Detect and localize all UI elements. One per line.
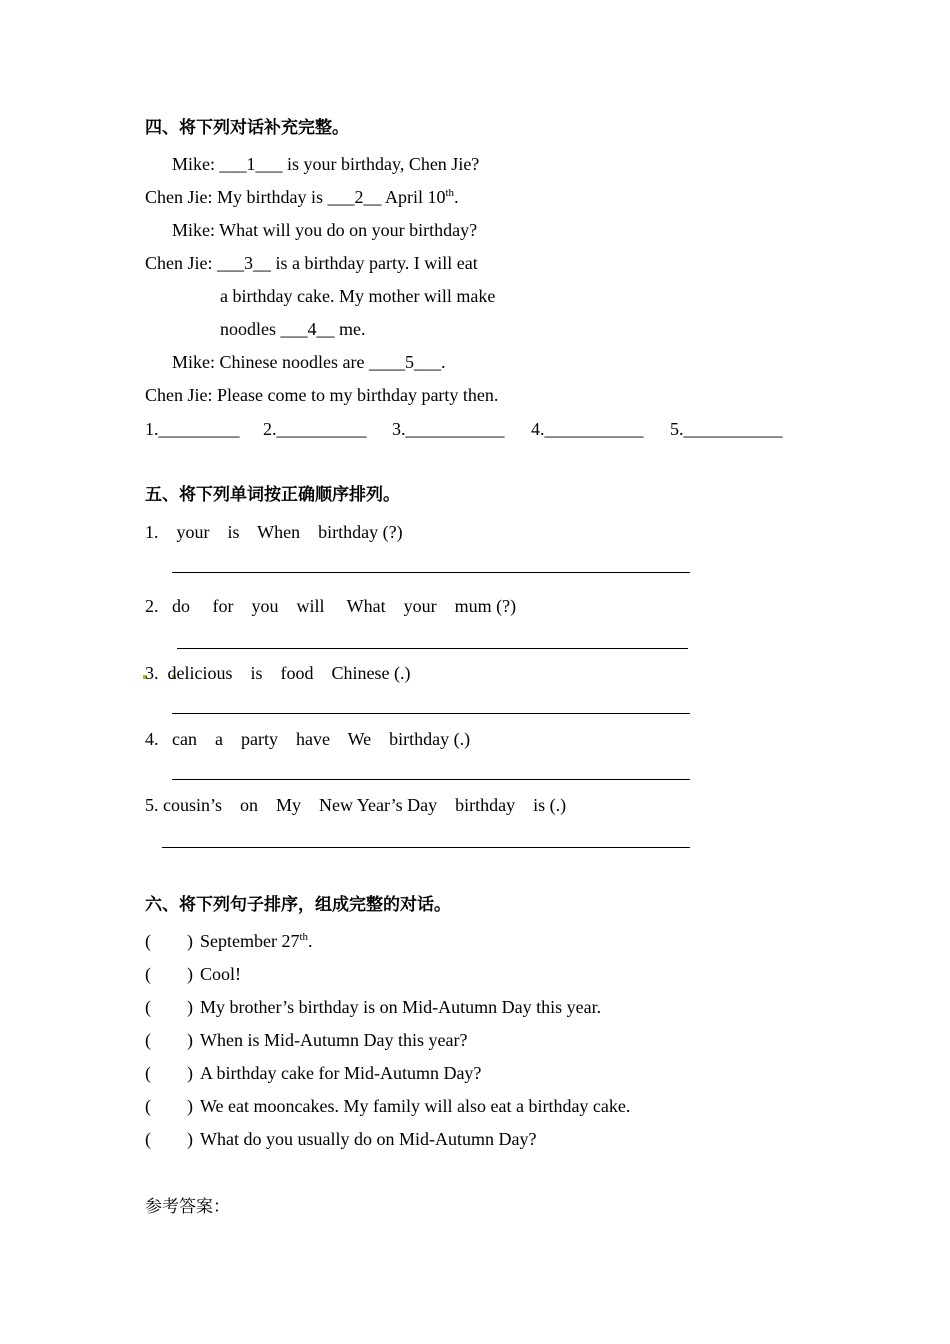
write-line-3[interactable]	[172, 713, 690, 714]
answer-blank-1[interactable]: 1._________	[145, 419, 240, 439]
order-sentence: When is Mid-Autumn Day this year?	[200, 1030, 468, 1050]
order-bracket[interactable]: ( )	[145, 997, 193, 1017]
dialogue-line: Mike: Chinese noodles are ____5___.	[172, 352, 446, 372]
answer-blank-5[interactable]: 5.___________	[670, 419, 783, 439]
order-sentence: What do you usually do on Mid-Autumn Day?	[200, 1129, 537, 1149]
scramble-item-1: 1. your is When birthday (?)	[145, 522, 403, 542]
write-line-1[interactable]	[172, 572, 690, 573]
dialogue-line: Mike: What will you do on your birthday?	[172, 220, 478, 240]
dialogue-line: Chen Jie: Please come to my birthday party then.	[145, 385, 499, 405]
order-sentence: A birthday cake for Mid-Autumn Day?	[200, 1063, 482, 1083]
dialogue-line: a birthday cake. My mother will make	[220, 286, 496, 306]
write-line-5[interactable]	[162, 847, 690, 848]
order-sentence: We eat mooncakes. My family will also eat a birthday cake.	[200, 1096, 631, 1116]
answer-blank-4[interactable]: 4.___________	[531, 419, 644, 439]
answers-heading: 参考答案：	[145, 1197, 230, 1217]
scramble-item-2: 2. do for you will What your mum (?)	[145, 596, 517, 616]
scramble-item-5: 5. cousin’s on My New Year’s Day birthday is (.)	[145, 795, 567, 815]
scramble-item-3: 3. delicious is food Chinese (.)	[145, 663, 411, 683]
section-5-heading: 五、将下列单词按正确顺序排列。	[145, 485, 400, 505]
section-6-heading: 六、将下列句子排序，组成完整的对话。	[145, 895, 451, 915]
order-sentence: September 27th.	[200, 931, 313, 951]
write-line-4[interactable]	[172, 779, 690, 780]
write-line-2[interactable]	[177, 648, 688, 649]
dialogue-line: Chen Jie: ___3__ is a birthday party. I will eat	[145, 253, 478, 273]
order-bracket[interactable]: ( )	[145, 931, 193, 951]
order-bracket[interactable]: ( )	[145, 1063, 193, 1083]
order-bracket[interactable]: ( )	[145, 1030, 193, 1050]
answer-blank-3[interactable]: 3.___________	[392, 419, 505, 439]
section-4-heading: 四、将下列对话补充完整。	[145, 118, 349, 138]
scramble-item-4: 4. can a party have We birthday (.)	[145, 729, 471, 749]
order-bracket[interactable]: ( )	[145, 1096, 193, 1116]
order-sentence: Cool!	[200, 964, 242, 984]
dialogue-line: noodles ___4__ me.	[220, 319, 366, 339]
dialogue-line: Mike: ___1___ is your birthday, Chen Jie?	[172, 154, 480, 174]
order-bracket[interactable]: ( )	[145, 964, 193, 984]
answer-blank-2[interactable]: 2.__________	[263, 419, 367, 439]
order-bracket[interactable]: ( )	[145, 1129, 193, 1149]
order-sentence: My brother’s birthday is on Mid-Autumn Day this year.	[200, 997, 602, 1017]
dialogue-line: Chen Jie: My birthday is ___2__ April 10th.	[145, 187, 459, 207]
